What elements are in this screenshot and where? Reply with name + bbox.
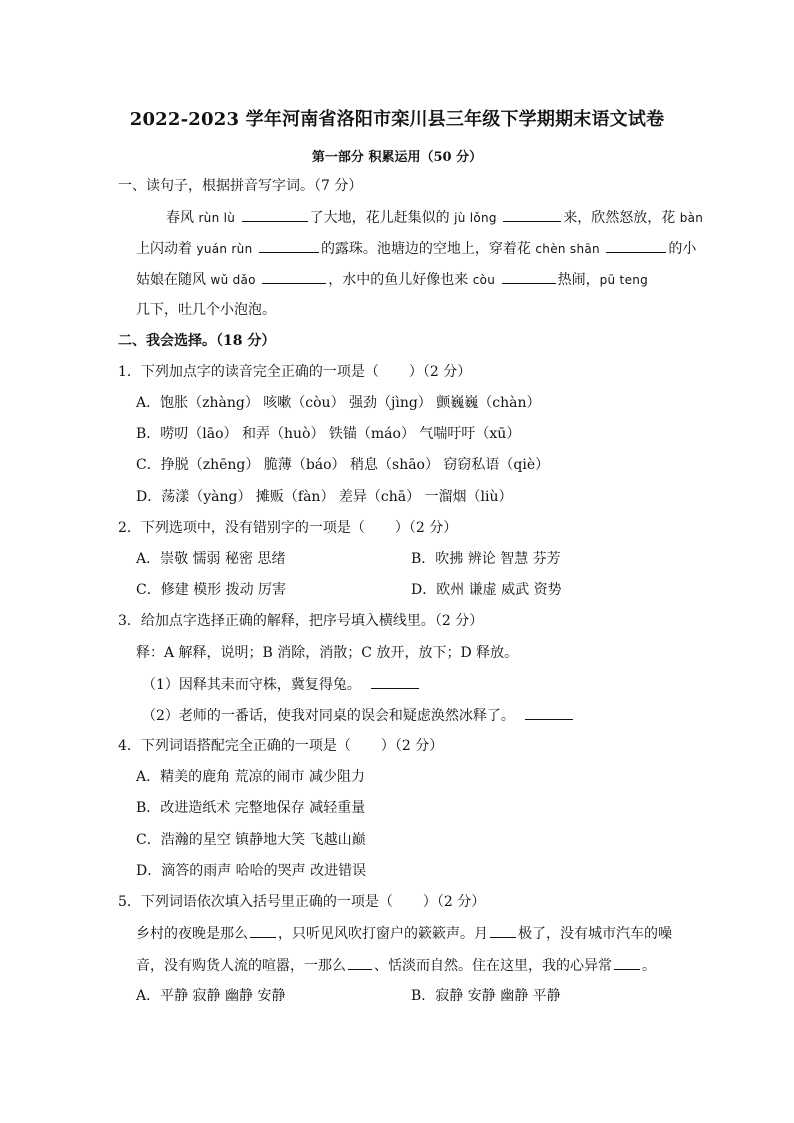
q2-option-b: B．吹拂 辨论 智慧 芬芳 — [411, 551, 561, 567]
q1-option-c: C．挣脱（zhēng） 脆薄（báo） 稍息（shāo） 窃窃私语（qiè） — [136, 457, 550, 473]
q1-option-d: D．荡漾（yàng） 摊贩（fàn） 差异（chā） 一溜烟（liù） — [136, 489, 513, 505]
question-points: ）（2 分） — [394, 520, 458, 536]
text: 的小 — [668, 241, 697, 257]
question-text: 4．下列词语搭配完全正确的一项是（ — [118, 738, 351, 754]
question-points: ）（2 分） — [380, 738, 444, 754]
text: ，水中的鱼儿好像也来 — [328, 272, 473, 288]
question-5 — [118, 892, 485, 912]
q5-option-b: B．寂静 安静 幽静 平静 — [411, 988, 561, 1004]
q2-option-c: C．修建 模形 拨动 厉害 — [136, 582, 287, 598]
text: 了大地，花儿赶集似的 — [309, 210, 455, 226]
answer-blank[interactable] — [348, 955, 372, 970]
q5-passage-line-1 — [136, 923, 672, 944]
question-2 — [118, 518, 457, 538]
sentence-text: （1）因释其耒而守株，冀复得兔。 — [142, 677, 361, 693]
answer-blank[interactable] — [242, 207, 308, 222]
pinyin: pū teng — [599, 273, 649, 287]
question-points: ）（2 分） — [422, 894, 486, 910]
text: ，只听见风吹打窗户的簌簌声。月 — [278, 926, 488, 942]
q3-definitions: 释：A 解释，说明；B 消除，消散；C 放开，放下；D 释放。 — [136, 645, 519, 661]
answer-blank[interactable] — [371, 674, 419, 689]
exam-title: 2022-2023 学年河南省洛阳市栾川县三年级下学期期末语文试卷 — [129, 109, 665, 130]
pinyin: yuán rùn — [196, 242, 253, 256]
text: 来，欣然怒放，花 — [563, 210, 680, 226]
part-heading: 第一部分 积累运用（50 分） — [311, 150, 483, 165]
pinyin: bàn — [679, 211, 704, 225]
question-1 — [118, 362, 471, 382]
text: 热闹， — [557, 272, 600, 288]
question-text: 1．下列加点字的读音完全正确的一项是（ — [118, 364, 379, 380]
answer-blank[interactable] — [525, 705, 573, 720]
q3-sentence-1 — [142, 674, 421, 695]
passage-line-1 — [166, 207, 703, 228]
text: 春风 — [166, 210, 199, 226]
pinyin: còu — [472, 273, 496, 287]
q1-option-a: A．饱胀（zhàng） 咳嗽（còu） 强劲（jìng） 颤巍巍（chàn） — [136, 395, 541, 411]
q2-option-a: A．崇敬 懦弱 秘密 思绪 — [136, 551, 286, 567]
text: 姑娘在随风 — [136, 272, 211, 288]
question-3: 3．给加点字选择正确的解释，把序号填入横线里。（2 分） — [118, 613, 484, 629]
text: 的露珠。池塘边的空地上，穿着花 — [320, 241, 536, 257]
passage-line-3 — [136, 269, 648, 290]
question-points: ）（2 分） — [408, 364, 472, 380]
question-text: 5．下列词语依次填入括号里正确的一项是（ — [118, 894, 393, 910]
text: 极了，没有城市汽车的噪 — [518, 926, 672, 942]
answer-blank[interactable] — [262, 269, 326, 284]
q5-passage-line-2 — [136, 955, 656, 976]
answer-blank[interactable] — [614, 955, 640, 970]
q1-option-b: B．唠叨（lāo） 和弄（huò） 铁锚（máo） 气喘吁吁（xū） — [136, 426, 521, 442]
question-4 — [118, 736, 443, 756]
section1-heading: 一、读句子，根据拼音写字词。（7 分） — [118, 178, 363, 194]
answer-blank[interactable] — [490, 923, 516, 938]
sentence-text: （2）老师的一番话，使我对同桌的误会和疑虑涣然冰释了。 — [142, 708, 515, 724]
question-text: 2．下列选项中，没有错别字的一项是（ — [118, 520, 365, 536]
pinyin: chèn shān — [535, 242, 600, 256]
text: 音，没有购货人流的喧嚣，一那么 — [136, 958, 346, 974]
q4-option-c: C．浩瀚的星空 镇静地大笑 飞越山巅 — [136, 832, 366, 848]
q4-option-b: B．改进造纸术 完整地保存 减轻重量 — [136, 800, 366, 816]
pinyin: wǔ dǎo — [210, 273, 256, 287]
pinyin: rùn lù — [198, 211, 236, 225]
pinyin: jù lǒng — [454, 211, 497, 225]
answer-blank[interactable] — [259, 238, 319, 253]
answer-blank[interactable] — [606, 238, 666, 253]
q5-option-a: A．平静 寂静 幽静 安静 — [136, 988, 286, 1004]
q2-option-d: D．欧州 谦虚 威武 资势 — [411, 582, 562, 598]
text: 乡村的夜晚是那么 — [136, 926, 248, 942]
q4-option-d: D．滴答的雨声 哈哈的哭声 改进错误 — [136, 863, 367, 879]
answer-blank[interactable] — [502, 269, 556, 284]
passage-line-4: 几下，吐几个小泡泡。 — [136, 302, 276, 318]
text: 上闪动着 — [136, 241, 197, 257]
answer-blank[interactable] — [250, 923, 276, 938]
text: 、恬淡而自然。住在这里，我的心异常 — [374, 958, 612, 974]
text: 。 — [642, 958, 656, 974]
answer-blank[interactable] — [503, 207, 561, 222]
q3-sentence-2 — [142, 705, 575, 726]
passage-line-2 — [136, 238, 696, 259]
section2-heading: 二、我会选择。（18 分） — [118, 333, 276, 349]
q4-option-a: A．精美的鹿角 荒凉的闹市 减少阻力 — [136, 769, 366, 785]
